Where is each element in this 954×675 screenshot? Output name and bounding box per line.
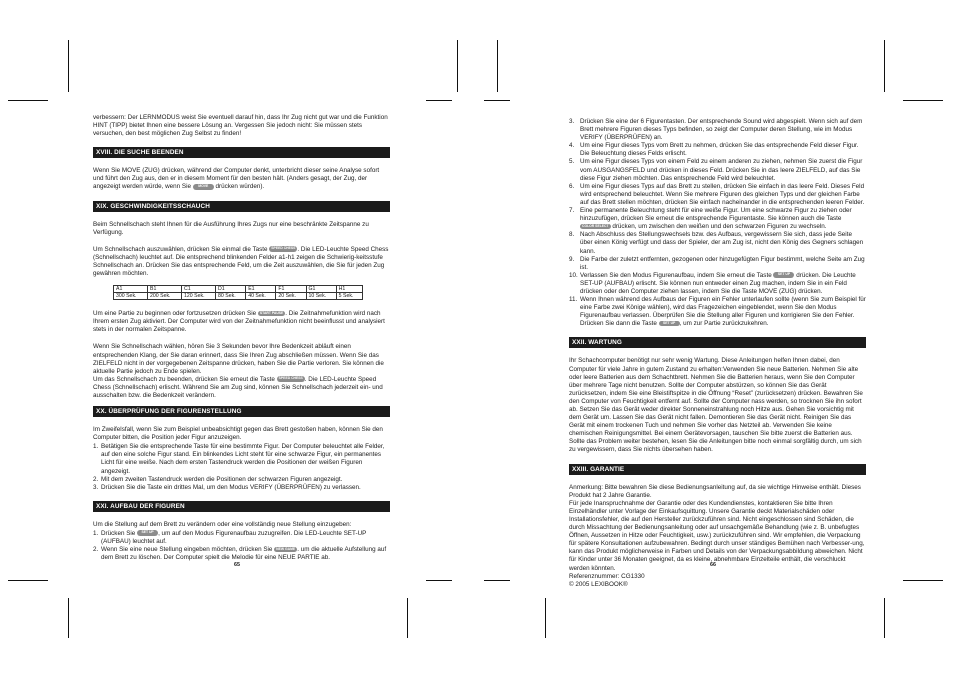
section-22-text: Ihr Schachcomputer benötigt nur sehr wenig Wartung. Diese Anleitungen helfen Ihnen dabei, den Computer für viele Jahre in gutem Zustand zu erhalten:Verwenden Sie neue Batterien. Nehmen Sie alte oder leere Batterien aus dem Schachtbrett. Nehmen Sie die Batterien heraus, wenn Sie den Computer über mehrere Tage nicht benutzen. Sollte der Computer abstürzen, so können Sie das Gerät zurücksetzen, indem Sie eine Bleistiftspitze in die Öffnung “Reset” (zurücksetzen) drücken. Bewahren Sie den Computer von Feuchtigkeit entfernt auf. Sollte der Computer nass werden, so trocknen Sie ihn sofort ab. Setzen Sie das Gerät weder direkter Sonneneinstrahlung noch Hitze aus. Gehen Sie vorsichtig mit dem Gerät um. Lassen Sie das Gerät nicht fallen. Demontieren Sie das Gerät nicht. Reinigen Sie das Gerät mit einem trockenen Tuch und nehmen Sie vorher das Netzteil ab. Verwenden Sie keine chemischen Reinigungsmittel. Bei einem Gerätevorsagen, tauschen Sie bitte zuerst die Batterien aus. Sollte das Problem weiter bestehen, lesen Sie die Anleitungen bitte noch einmal sorgfältig durch, um sich zu vergewissern, dass Sie nichts übersehen haben.	[569, 357, 863, 454]
list-item: 4. Um eine Figur dieses Typs vom Brett zu nehmen, drücken Sie das entsprechende Feld dieser Figur. Die Beleuchtung dieses Felds erlischt.	[569, 142, 859, 158]
list-item: 8. Nach Abschluss des Stellungswechsels bzw. des Aufbaus, vergewissern Sie sich, dass jede Seite über einen König verfügt und dass der Spieler, der am Zug ist, nicht den König des Gegners schlagen kann.	[569, 231, 864, 255]
speed-table-cell: D1	[216, 286, 246, 293]
section-20-heading: XX. ÜBERPRÜFUNG DER FIGURENSTELLUNG	[93, 406, 390, 417]
speed-chess-button-icon: SPEED CHESS	[278, 376, 303, 381]
section-23-text	[569, 484, 866, 589]
list-item: 1. Drücken Sie SET UP , um auf den Modus Figurenaufbau zuzugreifen. Die LED-Leuchte SET-UP (AUFBAU) leuchtet auf.	[93, 529, 367, 545]
left-page	[93, 114, 390, 562]
speed-table-cell: 80 Sek.	[216, 293, 246, 300]
speed-table-cell: B1	[148, 286, 182, 293]
list-item: 3. Drücken Sie die Taste ein drittes Mal, um den Modus VERIFY (ÜBERPRÜFEN) zu verlassen.	[93, 483, 361, 491]
speed-table-cell: 10 Sek.	[306, 293, 336, 300]
list-item: 7. Eine permanente Beleuchtung steht für eine weiße Figur. Um eine schwarze Figur zu ziehen oder hinzuzufügen, drücken Sie erneut die entsprechende Figurentaste. Sie können auch die Taste COLOR SELECT drücken, um zwischen den weißen und den schwarzen Figuren zu wechseln.	[569, 207, 852, 231]
new-game-button-icon: NEW GAME	[276, 546, 296, 551]
speed-table-cell: 200 Sek.	[148, 293, 182, 300]
speed-table-times-row	[114, 293, 363, 300]
speed-chess-button-icon: SPEED CHESS	[271, 246, 296, 251]
guarantee-line: Für jede Inanspruchnahme der Garantie oder des Kundendienstes, kontaktieren Sie bitte Ihren Einzelhändler unter Vorlage der Einkaufsquittung. Unsere Garantie deckt Materialschäden oder Installationsfehler, die auf den Hersteller zurückzuführen sind. Nicht eingeschlossen sind Schäden, die durch Missachtung der Bedienungsanleitung oder auf unsachgemäße Behandlung (wie z. B. unbefugtes Öffnen, Aussetzen in Hitze oder Feuchtigkeit, usw.) zurückzuführen sind. Wir empfehlen, die Verpackung für spätere Konsultationen aufzubewahren. Bedingt durch unser ständiges Bemühen nach Verbesser-ung, kann das Produkt möglicherweise in Farben und Details von der Verpackungsabbildung abweichen. Nicht für Kinder unter 36 Monaten geeignet, da es kleine, abnehmbare Einzelteile enthält, die verschluckt werden könnten.	[569, 499, 865, 572]
list-item: 3. Drücken Sie eine der 6 Figurentasten. Der entsprechende Sound wird abgespielt. Wenn sich auf dem Brett mehrere Figuren dieses Typs befinden, so zeigt der Computer deren Stellung, wie im Modus VERIFY (ÜBERPRÜFEN) an.	[569, 118, 863, 142]
section-19-p5: Um das Schnellschach zu beenden, drücken Sie erneut die Taste SPEED CHESS . Die LED-Leuchte Speed Chess (Schnellschach) erlischt. Während Sie am Zug sind, können Sie Schnellschach jederzeit ein- und ausschalten bzw. die Bedenkzeit verändern.	[93, 375, 383, 399]
list-item: 10. Verlassen Sie den Modus Figurenaufbau, indem Sie erneut die Taste SET UP drücken. Die Leuchte SET-UP (AUFBAU) erlischt. Sie können nun entweder einen Zug machen, indem Sie in ein Feld drücken oder den Computer ziehen lassen, indem Sie die Taste MOVE (ZUG) drücken.	[569, 271, 856, 295]
setup-steps-list	[569, 118, 866, 328]
intro-text: verbessern: Der LERNMODUS weist Sie eventuell darauf hin, dass Ihr Zug nicht gut war und die Funktion HINT (TIPP) bietet Ihnen eine bessere Lösung an. Vergessen Sie jedoch nicht: Sie müssen stets versuchen, den best möglichen Zug Selbst zu finden!	[93, 114, 388, 138]
speed-table-cell: 5 Sek.	[336, 293, 362, 300]
speed-table-cell: A1	[114, 286, 148, 293]
section-19-p3: Um eine Partie zu beginnen oder fortzusetzen drücken Sie START PAUSE . Die Zeitnahmefunktion wird nach Ihrem ersten Zug aktiviert. Der Computer wird von der Zeitnahmefunktion nicht beeinflusst und analysiert stets in der normalen Zeitspanne.	[93, 310, 385, 334]
list-item: 2. Wenn Sie eine neue Stellung eingeben möchten, drücken Sie NEW GAME . um die aktuelle Aufstellung auf dem Brett zu löschen. Der Computer spielt die Melodie für eine NEUE PARTIE ab.	[93, 546, 387, 562]
page-number-right: 66	[710, 562, 716, 568]
section-19-heading: XIX. GESCHWINDIGKEITSSCHAUCH	[93, 201, 390, 212]
speed-table-cell: C1	[182, 286, 216, 293]
speed-table-cell: 20 Sek.	[276, 293, 306, 300]
right-page	[569, 118, 866, 589]
speed-table-fields-row	[114, 286, 363, 293]
list-item: 1. Betätigen Sie die entsprechende Taste für eine bestimmte Figur. Der Computer beleuchtet alle Felder, auf den eine solche Figur stand. Ein blinkendes Licht steht für eine schwarze Figur, ein permanentes Licht für eine weiße. Nach dem ersten Tastendruck werden die Positionen der weißen Figuren angezeigt.	[93, 443, 385, 475]
setup-button-icon: SET UP	[659, 321, 680, 327]
section-21-heading: XXI. AUFBAU DER FIGUREN	[93, 501, 390, 512]
section-20-p1: Im Zweifelsfall, wenn Sie zum Beispiel unbeabsichtigt gegen das Brett gestoßen haben, können Sie den Computer bitten, die Position jeder Figur anzuzeigen.	[93, 426, 383, 442]
guarantee-line: © 2005 LEXIBOOK®	[569, 580, 628, 588]
speed-table	[113, 285, 363, 300]
section-18-text: Wenn Sie MOVE (ZUG) drücken, während der Computer denkt, unterbricht dieser seine Analyse sofort und führt den Zug aus, den er in diesem Moment für den besten hält. (Anders gesagt, der Zug, der angezeigt werden würde, wenn Sie MOVE drücken würden).	[93, 167, 380, 191]
section-20-list	[93, 443, 390, 492]
section-18-heading: XVIII. DIE SUCHE BEENDEN	[93, 147, 390, 158]
list-item: 2. Mit dem zweiten Tastendruck werden die Positionen der schwarzen Figuren angezeigt.	[93, 475, 343, 483]
section-21-list	[93, 530, 390, 562]
speed-table-cell: F1	[276, 286, 306, 293]
section-23-heading: XXIII. GARANTIE	[569, 464, 866, 475]
setup-button-icon: SET UP	[773, 272, 794, 278]
speed-table-cell: G1	[306, 286, 336, 293]
move-button-icon: MOVE	[193, 184, 214, 190]
guarantee-line: Anmerkung: Bitte bewahren Sie diese Bedienungsanleitung auf, da sie wichtige Hinweise enthält. Dieses Produkt hat 2 Jahre Garantie.	[569, 483, 861, 499]
speed-table-cell: E1	[246, 286, 276, 293]
section-19-p4: Wenn Sie Schnellschach wählen, hören Sie 3 Sekunden bevor Ihre Bedenkzeit abläuft einen entsprechenden Klang, der Sie daran erinnert, dass Sie Ihren Zug abschließen müssen. Wenn Sie das ZIELFELD nicht in der vorgegebenen Zeitspanne drücken, haben Sie die Partie verloren. Sie können die aktuelle Partie jedoch zu Ende spielen.	[93, 343, 384, 375]
list-item: 5. Um eine Figur dieses Typs von einem Feld zu einem anderen zu ziehen, nehmen Sie zuerst die Figur vom AUSGANGSFELD und drücken in dieses Feld. Drücken Sie in das leere ZIELFELD, auf das Sie diese Figur ziehen möchten. Das entsprechende Feld wird beleuchtet.	[569, 158, 863, 182]
list-item: 9. Die Farbe der zuletzt entfernten, gezogenen oder hinzugefügten Figur bestimmt, welche Seite am Zug ist.	[569, 255, 865, 271]
setup-button-icon: SET UP	[137, 530, 158, 536]
section-21-p1: Um die Stellung auf dem Brett zu verändern oder eine vollständig neue Stellung einzugeben:	[93, 520, 352, 528]
speed-table-cell: H1	[336, 286, 362, 293]
section-19-p2: Um Schnellschach auszuwählen, drücken Sie einmal die Taste SPEED CHESS . Die LED-Leuchte Speed Chess (Schnellschach) leuchtet auf. Die entsprechend blinkenden Felder a1-h1 zeigen die Schwierig-keitsstufe Schnellschach an. Drücken Sie das entsprechende Feld, um die Zeit auszuwählen, die Sie für jeden Zug gewähren möchten.	[93, 245, 389, 278]
page-number-left: 65	[234, 562, 240, 568]
speed-table-cell: 300 Sek.	[114, 293, 148, 300]
section-22-heading: XXII. WARTUNG	[569, 337, 866, 348]
color-select-button-icon: COLOR SELECT	[582, 223, 609, 228]
list-item: 6. Um eine Figur dieses Typs auf das Brett zu stellen, drücken Sie einfach in das leere Feld. Dieses Feld wird entsprechend beleuchtet. Wenn Sie mehrere Figuren des gleichen Typs und der gleichen Farbe auf das Brett stellen möchten, drücken Sie einfach nacheinander in die entsprechenden leeren Felder.	[569, 182, 865, 206]
section-19-p1: Beim Schnellschach steht Ihnen für die Ausführung Ihres Zugs nur eine beschränkte Zeitspanne zu Verfügung.	[93, 220, 369, 236]
speed-table-cell: 40 Sek.	[246, 293, 276, 300]
guarantee-line: Referenznummer: CG1330	[569, 572, 645, 580]
speed-table-cell: 120 Sek.	[182, 293, 216, 300]
list-item: 11. Wenn Ihnen während des Aufbaus der Figuren ein Fehler unterlaufen sollte (wenn Sie zum Beispiel für eine Farbe zwei Könige wählen), wird das Fragezeichen eingeblendet, wenn Sie den Modus Figurenaufbau verlassen. Überprüfen Sie die Stellung aller Figuren und korrigieren Sie den Fehler. Drücken Sie dann die Taste SET UP , um zur Partie zurückzukehren.	[569, 296, 866, 328]
start-pause-button-icon: START PAUSE	[259, 310, 284, 315]
